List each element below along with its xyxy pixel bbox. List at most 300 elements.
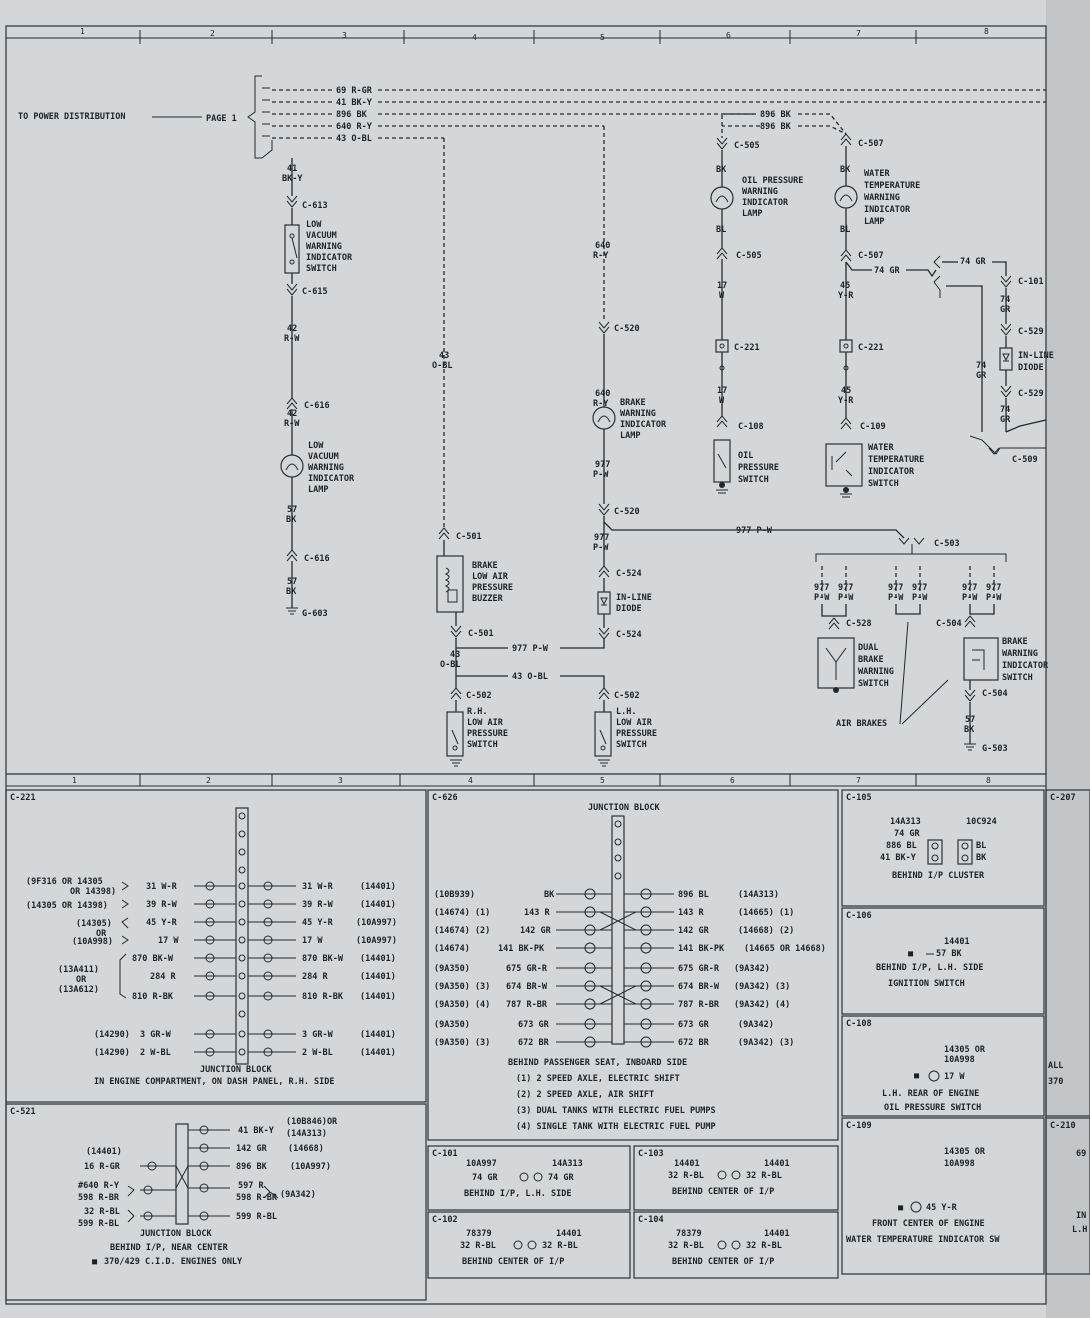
- part-number: 14401: [944, 937, 970, 947]
- wire-label: 74 GR: [548, 1173, 574, 1183]
- panel-title: C-103: [638, 1149, 664, 1159]
- panel-caption: JUNCTION BLOCK: [200, 1065, 272, 1075]
- component-label: WARNING: [308, 463, 344, 473]
- panel-note: (2) 2 SPEED AXLE, AIR SHIFT: [516, 1090, 655, 1100]
- wire-color: P-W: [888, 593, 904, 603]
- wire-label: 16 R-GR: [84, 1162, 120, 1172]
- component-label: WARNING: [858, 667, 894, 677]
- wire-color: GR: [1000, 415, 1011, 425]
- panel-caption: BEHIND PASSENGER SEAT, INBOARD SIDE: [508, 1058, 688, 1068]
- component-label: TEMPERATURE: [868, 455, 925, 465]
- wire-label: 32 R-BL: [746, 1171, 782, 1181]
- component-label: BRAKE: [472, 561, 498, 571]
- part-number: (9A342) (3): [738, 1038, 795, 1048]
- panel-header: JUNCTION BLOCK: [588, 803, 660, 813]
- part-number: (14665 OR 14668): [744, 944, 826, 954]
- grid-label: 5: [600, 776, 605, 785]
- grid-label: 1: [80, 27, 85, 36]
- wire-number: 17: [717, 281, 728, 291]
- connector-label: C-529: [1018, 389, 1044, 399]
- component-label: LOW AIR: [467, 718, 503, 728]
- wire-number: 74: [1000, 295, 1011, 305]
- component-label: PRESSURE: [467, 729, 508, 739]
- wire-label: 810 R-BK: [302, 992, 343, 1002]
- connector-label: C-524: [616, 569, 642, 579]
- wire-number: 74: [976, 361, 987, 371]
- connector-label: C-504: [982, 689, 1008, 699]
- wire-number: 41: [287, 164, 298, 174]
- wire-color: P-W: [838, 593, 854, 603]
- component-label: OIL: [738, 451, 754, 461]
- wire-number: 57: [287, 577, 298, 587]
- wire-color: O-BL: [440, 660, 461, 670]
- connector-label: C-616: [304, 554, 330, 564]
- wire-label: BL: [976, 841, 987, 851]
- wire-color: R-W: [284, 419, 300, 429]
- bus-wire-label: 43 O-BL: [336, 134, 372, 144]
- component-label: INDICATOR: [742, 198, 789, 208]
- component-label: LAMP: [742, 209, 763, 219]
- component-label: OIL PRESSURE: [742, 176, 804, 186]
- wire-number: 57: [287, 505, 298, 515]
- wire-color: R-W: [284, 334, 300, 344]
- wire-color: P-W: [593, 543, 609, 553]
- component-label: SWITCH: [868, 479, 899, 489]
- part-number: 14305 OR: [944, 1147, 985, 1157]
- wire-label: 599 R-BL: [236, 1212, 277, 1222]
- part-number: (14668) (2): [738, 926, 795, 936]
- wire-color: R-Y: [593, 399, 609, 409]
- part-number: 10A997: [466, 1159, 497, 1169]
- grid-label: 6: [730, 776, 735, 785]
- panel-caption: 370/429 C.I.D. ENGINES ONLY: [104, 1257, 243, 1267]
- part-number: 10A998: [944, 1055, 975, 1065]
- panel-caption: L.H. REAR OF ENGINE: [882, 1089, 980, 1099]
- wire-label: 17 W: [158, 936, 179, 946]
- wire-color: Y-R: [838, 396, 854, 406]
- panel-caption: BEHIND CENTER OF I/P: [672, 1257, 775, 1267]
- part-number: (9A342): [738, 1020, 774, 1030]
- panel-note: 370: [1048, 1077, 1064, 1087]
- wire-color: R-Y: [593, 251, 609, 261]
- wire-color: P-W: [986, 593, 1002, 603]
- component-label: VACUUM: [308, 452, 339, 462]
- component-label: BRAKE: [620, 398, 646, 408]
- panel-caption: BEHIND CENTER OF I/P: [672, 1187, 775, 1197]
- part-number: (14A313): [738, 890, 779, 900]
- part-number: 14305 OR: [944, 1045, 985, 1055]
- connector-label: C-615: [302, 287, 328, 297]
- wire-number: 43: [450, 650, 461, 660]
- panel-caption: OIL PRESSURE SWITCH: [884, 1103, 982, 1113]
- wire-label: 74 GR: [894, 829, 920, 839]
- wire-number: 74: [1000, 405, 1011, 415]
- grid-label: 3: [338, 776, 343, 785]
- wire-number: 43: [439, 351, 450, 361]
- panel-title: C-109: [846, 1121, 872, 1131]
- grid-label: 7: [856, 776, 861, 785]
- air-brakes-label: AIR BRAKES: [836, 719, 888, 729]
- wire-color: GR: [976, 371, 987, 381]
- connector-label: C-524: [616, 630, 642, 640]
- wire-label: 45 Y-R: [146, 918, 177, 928]
- wire-number: 977: [838, 583, 854, 593]
- part-number: 599 R-BL: [78, 1219, 119, 1229]
- part-number: (14401): [360, 1048, 396, 1058]
- bus-wire-label: 640 R-Y: [336, 122, 372, 132]
- wire-label: 675 GR-R: [506, 964, 547, 974]
- ground-label: G-603: [302, 609, 328, 619]
- wire-number: 640: [595, 389, 611, 399]
- wire-label: 674 BR-W: [678, 982, 719, 992]
- wire-label: 870 BK-W: [132, 954, 173, 964]
- wire-label: 141 BK-PK: [498, 944, 545, 954]
- part-number: (14305): [76, 919, 112, 929]
- part-number: (13A411): [58, 965, 99, 975]
- component-label: WARNING: [620, 409, 656, 419]
- grid-label: 8: [984, 27, 989, 36]
- wire-label: 896 BK: [760, 122, 791, 132]
- wire-number: 977: [962, 583, 978, 593]
- component-label: INDICATOR: [308, 474, 355, 484]
- component-label: SWITCH: [1002, 673, 1033, 683]
- part-number: (10A997): [356, 936, 397, 946]
- wire-label: 896 BK: [760, 110, 791, 120]
- wire-label: BK: [976, 853, 987, 863]
- component-label: WARNING: [1002, 649, 1038, 659]
- part-number: 14401: [764, 1229, 790, 1239]
- wire-number: 977: [986, 583, 1002, 593]
- grid-label: 4: [472, 33, 477, 42]
- wire-color: BK: [840, 165, 851, 175]
- panel-title: C-521: [10, 1107, 36, 1117]
- wire-number: 977: [594, 533, 610, 543]
- connector-label: C-502: [466, 691, 492, 701]
- component-label: LAMP: [864, 217, 885, 227]
- grid-label: 1: [72, 776, 77, 785]
- wire-label: 143 R: [678, 908, 704, 918]
- bus-wire-label: 896 BK: [336, 110, 367, 120]
- grid-label: 5: [600, 33, 605, 42]
- component-label: PRESSURE: [738, 463, 779, 473]
- part-number: 598 R-BR: [78, 1193, 119, 1203]
- part-number: 14401: [764, 1159, 790, 1169]
- panel-title: C-626: [432, 793, 458, 803]
- part-number: (14A313): [286, 1129, 327, 1139]
- component-label: BRAKE: [858, 655, 884, 665]
- connector-label: C-109: [860, 422, 886, 432]
- part-number: OR 14398): [70, 887, 117, 897]
- component-label: PRESSURE: [472, 583, 513, 593]
- component-label: DIODE: [1018, 363, 1044, 373]
- part-number: 10C924: [966, 817, 997, 827]
- part-number: (9A342): [734, 964, 770, 974]
- wire-number: 42: [287, 409, 298, 419]
- wire-color: O-BL: [432, 361, 453, 371]
- wire-label: 39 R-W: [146, 900, 177, 910]
- connector-label: C-528: [846, 619, 872, 629]
- connector-label: C-221: [858, 343, 884, 353]
- wire-label: 896 BK: [236, 1162, 267, 1172]
- component-label: IN-LINE: [1018, 351, 1054, 361]
- panel-note: (4) SINGLE TANK WITH ELECTRIC FUEL PUMP: [516, 1122, 716, 1132]
- wire-label: 673 GR: [678, 1020, 709, 1030]
- wire-label: 17 W: [944, 1072, 965, 1082]
- wire-color: W: [719, 291, 725, 301]
- part-number: 14A313: [890, 817, 921, 827]
- panel-note: (1) 2 SPEED AXLE, ELECTRIC SHIFT: [516, 1074, 680, 1084]
- component-label: LAMP: [620, 431, 641, 441]
- wire-label: 597 R: [238, 1181, 264, 1191]
- part-number: (14674) (1): [434, 908, 491, 918]
- bus-wire-label: 41 BK-Y: [336, 98, 372, 108]
- connector-label: C-505: [736, 251, 762, 261]
- wire-color: BK: [286, 587, 297, 597]
- component-label: WARNING: [742, 187, 778, 197]
- wire-color: BL: [716, 225, 727, 235]
- panel-note: ALL: [1048, 1061, 1064, 1071]
- part-number: (9A350) (3): [434, 1038, 491, 1048]
- wire-label: 142 GR: [678, 926, 709, 936]
- component-label: SWITCH: [467, 740, 498, 750]
- part-number: (9A342) (3): [734, 982, 791, 992]
- part-number: (14305 OR 14398): [26, 901, 108, 911]
- part-number: (9A350) (3): [434, 982, 491, 992]
- connector-label: C-501: [468, 629, 494, 639]
- wire-label: 32 R-BL: [668, 1241, 704, 1251]
- power-page: PAGE 1: [206, 114, 237, 124]
- wire-label: 672 BR: [518, 1038, 549, 1048]
- component-label: LOW: [306, 220, 322, 230]
- part-number: (14668): [288, 1144, 324, 1154]
- panel-caption: WATER TEMPERATURE INDICATOR SW: [846, 1235, 1000, 1245]
- grid-label: 6: [726, 31, 731, 40]
- part-number: (9A342) (4): [734, 1000, 791, 1010]
- wire-label: 870 BK-W: [302, 954, 343, 964]
- connector-label: C-501: [456, 532, 482, 542]
- part-number: (14665) (1): [738, 908, 795, 918]
- wire-label: 977 P-W: [512, 644, 548, 654]
- wire-label: 787 R-BR: [506, 1000, 547, 1010]
- part-number: 10A998: [944, 1159, 975, 1169]
- part-number: (14401): [360, 900, 396, 910]
- wire-color: P-W: [593, 470, 609, 480]
- component-label: INDICATOR: [620, 420, 667, 430]
- wire-label: 3 GR-W: [140, 1030, 171, 1040]
- wire-color: BK: [716, 165, 727, 175]
- component-label: WATER: [864, 169, 890, 179]
- part-number: (14290): [94, 1030, 130, 1040]
- part-number: #640 R-Y: [78, 1181, 119, 1191]
- part-number: OR: [96, 929, 107, 939]
- wire-label: 675 GR-R: [678, 964, 719, 974]
- part-number: (10B846)OR: [286, 1117, 338, 1127]
- connector-label: C-529: [1018, 327, 1044, 337]
- wire-number: 977: [912, 583, 928, 593]
- grid-label: 2: [206, 776, 211, 785]
- connector-label: C-504: [936, 619, 962, 629]
- connector-label: C-101: [1018, 277, 1044, 287]
- wire-label: 284 R: [150, 972, 176, 982]
- panel-caption: IGNITION SWITCH: [888, 979, 965, 989]
- wire-number: 977: [814, 583, 830, 593]
- star-mark: ■: [898, 1203, 904, 1213]
- part-number: (14674) (2): [434, 926, 491, 936]
- wire-color: P-W: [912, 593, 928, 603]
- component-label: WATER: [868, 443, 894, 453]
- panel-note: IN: [1076, 1211, 1087, 1221]
- component-label: INDICATOR: [868, 467, 915, 477]
- part-number: (14401): [360, 882, 396, 892]
- part-number: 78379: [676, 1229, 702, 1239]
- component-label: SWITCH: [858, 679, 889, 689]
- grid-label: 4: [468, 776, 473, 785]
- panel-title: C-106: [846, 911, 872, 921]
- panel-note: (3) DUAL TANKS WITH ELECTRIC FUEL PUMPS: [516, 1106, 716, 1116]
- bus-wire-label: 69 R-GR: [336, 86, 372, 96]
- connector-label: C-221: [734, 343, 760, 353]
- connector-label: C-503: [934, 539, 960, 549]
- component-label: PRESSURE: [616, 729, 657, 739]
- panel-title: C-108: [846, 1019, 872, 1029]
- panel-title: C-101: [432, 1149, 458, 1159]
- wire-label: 672 BR: [678, 1038, 709, 1048]
- wire-label: 31 W-R: [146, 882, 177, 892]
- connector-label: C-616: [304, 401, 330, 411]
- component-label: L.H.: [616, 707, 637, 717]
- panel-title: C-105: [846, 793, 872, 803]
- connector-label: C-108: [738, 422, 764, 432]
- part-number: (14401): [360, 992, 396, 1002]
- part-number: 32 R-BL: [84, 1207, 120, 1217]
- panel-caption: BEHIND I/P, NEAR CENTER: [110, 1243, 228, 1253]
- wire-color: Y-R: [838, 291, 854, 301]
- part-number: 14A313: [552, 1159, 583, 1169]
- wire-color: W: [719, 396, 725, 406]
- wire-number: 42: [287, 324, 298, 334]
- grid-label: 2: [210, 29, 215, 38]
- wire-label: 32 R-BL: [542, 1241, 578, 1251]
- component-label: INDICATOR: [306, 253, 353, 263]
- wire-label: 32 R-BL: [668, 1171, 704, 1181]
- panel-caption: BEHIND I/P CLUSTER: [892, 871, 985, 881]
- wire-label: 45 Y-R: [302, 918, 333, 928]
- part-number: 14401: [674, 1159, 700, 1169]
- wire-label: 41 BK-Y: [238, 1126, 274, 1136]
- wire-label: 142 GR: [520, 926, 551, 936]
- wire-color: BK-Y: [282, 174, 303, 184]
- wire-label: 41 BK-Y: [880, 853, 916, 863]
- component-label: TEMPERATURE: [864, 181, 921, 191]
- component-label: DUAL: [858, 643, 879, 653]
- wire-label: 977 P-W: [736, 526, 772, 536]
- wire-label: 3 GR-W: [302, 1030, 333, 1040]
- part-number: 14401: [556, 1229, 582, 1239]
- panel-note: 69: [1076, 1149, 1087, 1159]
- part-number: (14401): [360, 954, 396, 964]
- component-label: IN-LINE: [616, 593, 652, 603]
- grid-label: 8: [986, 776, 991, 785]
- wire-label: 74 GR: [874, 266, 900, 276]
- connector-label: C-509: [1012, 455, 1038, 465]
- wire-color: P-W: [814, 593, 830, 603]
- component-label: SWITCH: [616, 740, 647, 750]
- component-label: R.H.: [467, 707, 488, 717]
- wire-number: 45: [841, 386, 852, 396]
- wire-label: 896 BL: [678, 890, 709, 900]
- component-label: VACUUM: [306, 231, 337, 241]
- part-number: (14674): [434, 944, 470, 954]
- wire-color: BK: [286, 515, 297, 525]
- wire-number: 57: [965, 715, 976, 725]
- panel-caption: IN ENGINE COMPARTMENT, ON DASH PANEL, R.H. SIDE: [94, 1077, 335, 1087]
- panel-title: C-207: [1050, 793, 1076, 803]
- component-label: WARNING: [864, 193, 900, 203]
- part-number: (10A997): [290, 1162, 331, 1172]
- panel-title: C-210: [1050, 1121, 1076, 1131]
- component-label: INDICATOR: [864, 205, 911, 215]
- part-number: (10A998): [72, 937, 113, 947]
- wire-label: 45 Y-R: [926, 1203, 957, 1213]
- wire-label: 57 BK: [936, 949, 962, 959]
- part-number: (10B939): [434, 890, 475, 900]
- component-label: WARNING: [306, 242, 342, 252]
- wire-color: BL: [840, 225, 851, 235]
- star-mark: ■: [92, 1257, 98, 1267]
- wire-label: 673 GR: [518, 1020, 549, 1030]
- part-number: (9F316 OR 14305: [26, 877, 103, 887]
- panel-caption: BEHIND I/P, L.H. SIDE: [876, 963, 984, 973]
- connector-label: C-505: [734, 141, 760, 151]
- wire-label: 787 R-BR: [678, 1000, 719, 1010]
- wire-label: 2 W-BL: [302, 1048, 333, 1058]
- panel-caption: JUNCTION BLOCK: [140, 1229, 212, 1239]
- wire-label: 43 O-BL: [512, 672, 548, 682]
- star-mark: ■: [908, 949, 914, 959]
- wire-label: 810 R-BK: [132, 992, 173, 1002]
- wire-label: 74 GR: [472, 1173, 498, 1183]
- star-mark: ■: [914, 1071, 920, 1081]
- part-number: (14401): [86, 1147, 122, 1157]
- panel-title: C-102: [432, 1215, 458, 1225]
- part-number: (14290): [94, 1048, 130, 1058]
- panel-caption: BEHIND CENTER OF I/P: [462, 1257, 565, 1267]
- part-number: (13A612): [58, 985, 99, 995]
- wire-label: 674 BR-W: [506, 982, 547, 992]
- wire-label: 39 R-W: [302, 900, 333, 910]
- connector-label: C-520: [614, 507, 640, 517]
- part-number: (10A997): [356, 918, 397, 928]
- wire-color: GR: [1000, 305, 1011, 315]
- wire-number: 17: [717, 386, 728, 396]
- grid-label: 3: [342, 31, 347, 40]
- wire-label: 141 BK-PK: [678, 944, 725, 954]
- wire-color: BK: [964, 725, 975, 735]
- connector-label: C-507: [858, 139, 884, 149]
- panel-note: L.H: [1072, 1225, 1088, 1235]
- wire-number: 977: [888, 583, 904, 593]
- connector-label: C-507: [858, 251, 884, 261]
- grid-label: 7: [856, 29, 861, 38]
- component-label: BUZZER: [472, 594, 503, 604]
- wire-label: 17 W: [302, 936, 323, 946]
- component-label: SWITCH: [306, 264, 337, 274]
- part-number: 78379: [466, 1229, 492, 1239]
- wire-label: 32 R-BL: [460, 1241, 496, 1251]
- wire-label: 143 R: [524, 908, 550, 918]
- component-label: LOW AIR: [472, 572, 508, 582]
- part-number: (9A350): [434, 1020, 470, 1030]
